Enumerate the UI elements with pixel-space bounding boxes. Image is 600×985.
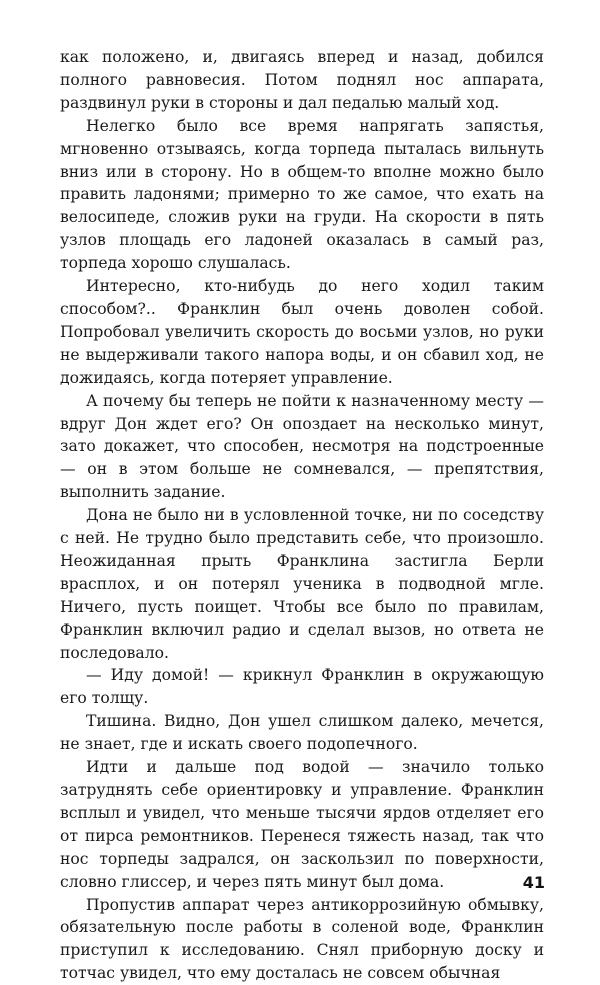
paragraph-1: как положено, и, двигаясь вперед и назад, добился полного равновесия. Потом поднял нос аппарата, раздвинул руки в стороны и дал педалью малый ход. bbox=[60, 48, 544, 112]
paragraph-3: Интересно, кто-нибудь до него ходил таким способом?.. Франклин был очень доволен собой. Попробовал увеличить скорость до восьми узлов, но руки не выдерживали такого напора воды, и он сбавил ход, не дожидаясь, когда потеряет управление. bbox=[60, 277, 544, 387]
paragraph-6: — Иду домой! — крикнул Франклин в окружающую его толщу. bbox=[60, 666, 544, 708]
paragraph-2: Нелегко было все время напрягать запястья, мгновенно отзываясь, когда торпеда пыталась вильнуть вниз или в сторону. Но в общем-то вполне можно было править ладонями; примерно то же самое, что ехать на велосипеде, сложив руки на груди. На скорости в пять узлов площадь его ладоней оказалась в самый раз, торпеда хорошо слушалась. bbox=[60, 116, 544, 273]
page-number: 41 bbox=[522, 873, 545, 892]
book-page-text bbox=[60, 46, 544, 985]
paragraph-4: А почему бы теперь не пойти к назначенному месту — вдруг Дон ждет его? Он опоздает на несколько минут, зато докажет, что способен, несмотря на подстроенные — он в этом больше не сомневался, — препятствия, выполнить задание. bbox=[60, 391, 544, 502]
paragraph-7: Тишина. Видно, Дон ушел слишком далеко, мечется, не знает, где и искать своего подопечного. bbox=[60, 712, 544, 754]
paragraph-9: Пропустив аппарат через антикоррозийную обмывку, обязательную после работы в соленой воде, Франклин приступил к исследованию. Снял приборную доску и тотчас увидел, что ему досталась не совсем обычная bbox=[60, 895, 544, 983]
paragraph-8: Идти и дальше под водой — значило только затруднять себе ориентировку и управление. Франклин всплыл и увидел, что меньше тысячи ярдов отделяет его от пирса ремонтников. Перенеся тяжесть назад, так что нос торпеды задрался, он заскользил по поверхности, словно глиссер, и через пять минут был дома. bbox=[60, 758, 544, 891]
paragraph-5: Дона не было ни в условленной точке, ни по соседству с ней. Не трудно было представить себе, что произошло. Неожиданная прыть Франклина застигла Берли врасплох, и он потерял ученика в подводной мгле. Ничего, пусть поищет. Чтобы все было по правилам, Франклин включил радио и сделал вызов, но ответа не последовало. bbox=[60, 506, 544, 662]
